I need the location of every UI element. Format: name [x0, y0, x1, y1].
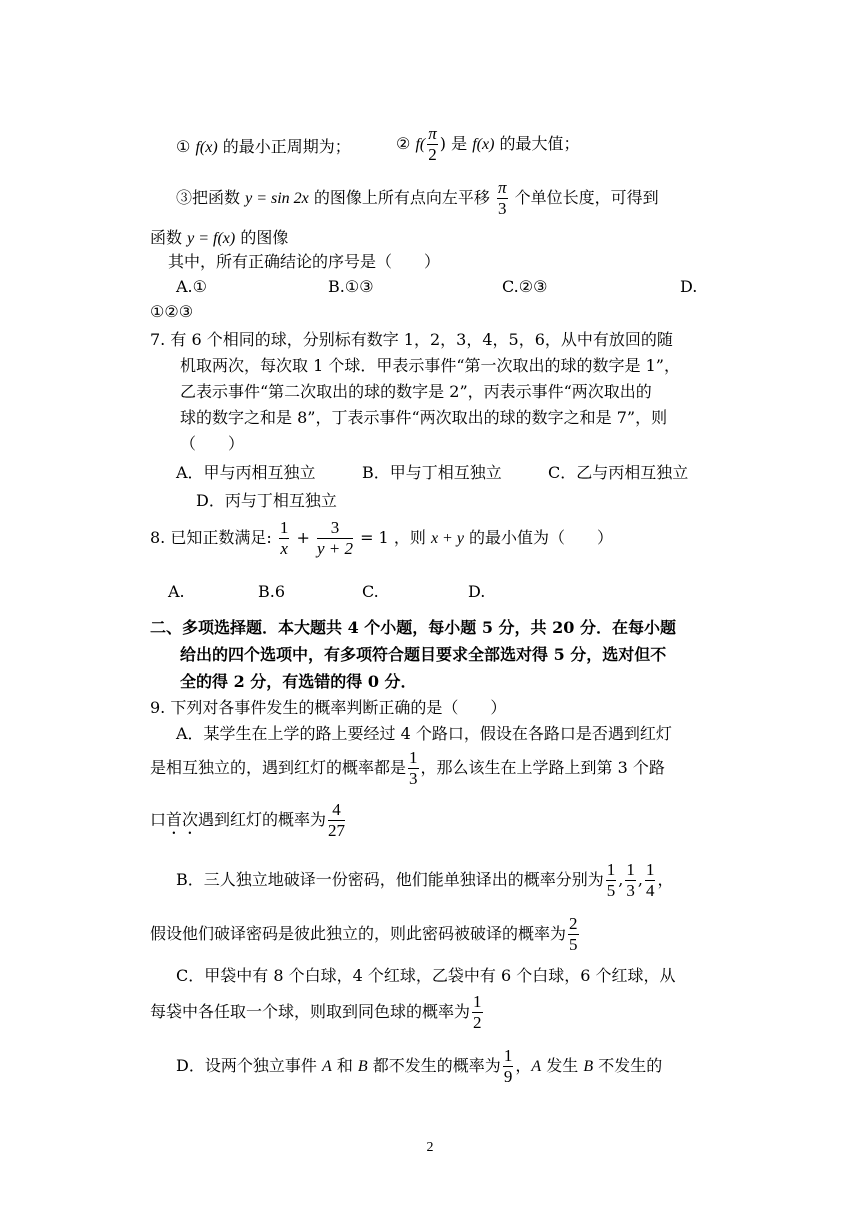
q8-option-d: D.: [468, 582, 486, 601]
q6-option-c: C.②③: [502, 277, 548, 296]
q6-statement-2: ② f( $\frac{\pi}{2}$ ) 是 f(x) 的最大值；: [396, 124, 580, 164]
q9-stem: 9. 下列对各事件发生的概率判断正确的是（ ）: [150, 698, 507, 717]
q7-option-b: B．甲与丁相互独立: [362, 463, 502, 482]
q7-line-2: 机取两次，每次取 1 个球．甲表示事件“第一次取出的球的数字是 1”，: [180, 356, 680, 375]
three-over-y-plus-2-fraction: $\frac{3}{y + 2}$: [316, 518, 353, 558]
q7-option-a: A．甲与丙相互独立: [176, 463, 316, 482]
q7-line-5: （ ）: [180, 434, 245, 453]
emphasized-text: 首次: [166, 810, 199, 829]
q9-b-line-2: 假设他们破译密码是彼此独立的，则此密码被破译的概率为 $\frac{2}{5}$: [150, 914, 578, 954]
section-2-heading-line-1: 二、多项选择题．本大题共 4 个小题，每小题 5 分，共 20 分．在每小题: [150, 618, 676, 637]
one-fourth-fraction: $\frac{1}{4}$: [645, 860, 655, 900]
q8-stem: 8. 已知正数满足: $\frac{1}{x}$ + $\frac{3}{y + 2}$ = 1 ，则 x + y 的最小值为（ ）: [150, 518, 614, 558]
q7-line-3: 乙表示事件“第二次取出的球的数字是 2”，丙表示事件“两次取出的: [180, 382, 652, 401]
q9-a-line-2: 是相互独立的，遇到红灯的概率都是 $\frac{1}{3}$ ，那么该生在上学路上到第 3 个路: [150, 748, 665, 788]
q8-option-c: C.: [362, 582, 379, 601]
q6-option-d: D.: [680, 277, 698, 296]
q6-option-a: A.①: [176, 277, 207, 296]
q6-statement-3-cont: 函数 y = f(x) 的图像: [150, 228, 289, 247]
one-ninth-fraction: $\frac{1}{9}$: [503, 1046, 513, 1086]
q9-d-line-1: D．设两个独立事件 A 和 B 都不发生的概率为 $\frac{1}{9}$ ，A 发生 B 不发生的: [176, 1046, 663, 1086]
q7-option-d: D．丙与丁相互独立: [196, 491, 337, 510]
q7-option-c: C．乙与丙相互独立: [548, 463, 689, 482]
section-2-heading-line-2: 给出的四个选项中，有多项符合题目要求全部选对得 5 分，选对但不: [180, 645, 667, 664]
q6-stem: 其中，所有正确结论的序号是（ ）: [168, 252, 441, 271]
q8-option-b: B.6: [258, 582, 286, 601]
q6-option-b: B.①③: [328, 277, 374, 296]
q9-a-line-3: 口首次遇到红灯的概率为 $\frac{4}{27}$: [150, 800, 346, 840]
q6-statement-3: ③把函数 y = sin 2x 的图像上所有点向左平移 $\frac{\pi}{3}$ 个单位长度，可得到: [176, 178, 659, 218]
one-third-fraction: $\frac{1}{3}$: [409, 748, 418, 788]
pi-over-3-fraction: $\frac{\pi}{3}$: [497, 178, 507, 218]
q6-option-d-cont: ①②③: [150, 302, 194, 321]
q6-statement-1: ① f(x) 的最小正周期为；: [176, 137, 351, 156]
q7-line-4: 球的数字之和是 8”，丁表示事件“两次取出的球的数字之和是 7”，则: [180, 408, 668, 427]
four-over-27-fraction: $\frac{4}{27}$: [328, 800, 346, 840]
one-fifth-fraction: $\frac{1}{5}$: [606, 860, 616, 900]
q9-b-line-1: B．三人独立地破译一份密码，他们能单独译出的概率分别为 $\frac{1}{5}$ , $\frac{1}{3}$ , $\frac{1}{4}$ ，: [176, 860, 674, 900]
one-half-fraction: $\frac{1}{2}$: [473, 992, 482, 1032]
one-third-fraction-b: $\frac{1}{3}$: [626, 860, 635, 900]
one-over-x-fraction: $\frac{1}{x}$: [279, 518, 289, 558]
q7-line-1: 7. 有 6 个相同的球，分别标有数字 1，2，3，4，5，6，从中有放回的随: [150, 330, 673, 349]
two-fifths-fraction: $\frac{2}{5}$: [569, 914, 578, 954]
pi-over-2-fraction: $\frac{\pi}{2}$: [428, 124, 437, 164]
section-2-heading-line-3: 全的得 2 分，有选错的得 0 分．: [180, 672, 417, 691]
q9-c-line-2: 每袋中各任取一个球，则取到同色球的概率为 $\frac{1}{2}$: [150, 992, 482, 1032]
q9-a-line-1: A．某学生在上学的路上要经过 4 个路口，假设在各路口是否遇到红灯: [176, 724, 672, 743]
page-number: 2: [426, 1140, 434, 1155]
q9-c-line-1: C．甲袋中有 8 个白球，4 个红球，乙袋中有 6 个白球，6 个红球，从: [176, 966, 676, 985]
q8-option-a: A.: [168, 582, 185, 601]
